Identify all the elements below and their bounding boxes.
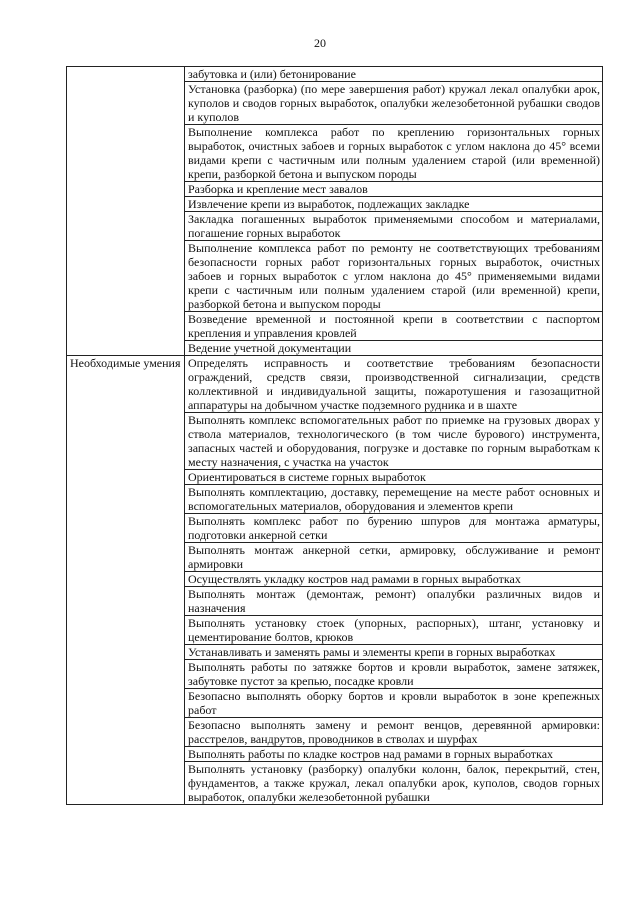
table-cell-text: Безопасно выполнять замену и ремонт венцов, деревянной армировки: расстрелов, вандрутов, проводников в стволах и шурфах xyxy=(185,718,603,747)
table-cell-text: Выполнение комплекса работ по ремонту не соответствующих требованиям безопасности горных работ горизонтальных горных выработок, очистных забоев и горных выработок с углом наклона до 45° применяемыми видами крепи с частичным или полным удалением старой (или временной) крепи, разборкой бетона и выпуском породы xyxy=(185,241,603,312)
table-cell-text: Установка (разборка) (по мере завершения работ) кружал лекал опалубки арок, куполов и сводов горных выработок, опалубки железобетонной рубашки сводов и куполов xyxy=(185,82,603,125)
table-cell-text: Закладка погашенных выработок применяемыми способом и материалами, погашение горных выработок xyxy=(185,212,603,241)
table-cell-text: Разборка и крепление мест завалов xyxy=(185,182,603,197)
table-cell-text: Ведение учетной документации xyxy=(185,341,603,356)
table-cell-text: Ориентироваться в системе горных выработок xyxy=(185,470,603,485)
table-cell-text: Извлечение крепи из выработок, подлежащих закладке xyxy=(185,197,603,212)
table-row xyxy=(67,67,603,82)
table-cell-text: Определять исправность и соответствие требованиям безопасности ограждений, средств связи, производственной сигнализации, средств коллективной и индивидуальной защиты, пожаротушения и газозащитной аппаратуры на добычном участке подземного рудника и в шахте xyxy=(185,356,603,413)
table-cell-text: Выполнять монтаж анкерной сетки, армировку, обслуживание и ремонт армировки xyxy=(185,543,603,572)
page-number: 20 xyxy=(314,36,326,50)
table-cell-text: Осуществлять укладку костров над рамами в горных выработках xyxy=(185,572,603,587)
table-row xyxy=(67,356,603,413)
section-label xyxy=(67,67,185,356)
table-cell-text: Выполнять комплекс вспомогательных работ по приемке на грузовых дворах у ствола материалов, технологического (в том числе бурового) инструмента, запасных частей и оборудования, погрузке и доставке по горным выработкам к месту назначения, с участка на участок xyxy=(185,413,603,470)
table-cell-text: Устанавливать и заменять рамы и элементы крепи в горных выработках xyxy=(185,645,603,660)
table-cell-text: забутовка и (или) бетонирование xyxy=(185,67,603,82)
table-cell-text: Безопасно выполнять оборку бортов и кровли выработок в зоне крепежных работ xyxy=(185,689,603,718)
table-cell-text: Выполнять работы по затяжке бортов и кровли выработок, замене затяжек, забутовке пустот за крепью, посадке кровли xyxy=(185,660,603,689)
table-cell-text: Выполнять установку (разборку) опалубки колонн, балок, перекрытий, стен, фундаментов, а также кружал, лекал опалубки арок, куполов, сводов горных выработок, опалубки железобетонной рубашки xyxy=(185,762,603,805)
table-cell-text: Выполнять монтаж (демонтаж, ремонт) опалубки различных видов и назначения xyxy=(185,587,603,616)
table-cell-text: Выполнять комплекс работ по бурению шпуров для монтажа арматуры, подготовки анкерной сетки xyxy=(185,514,603,543)
table-cell-text: Выполнять установку стоек (упорных, распорных), штанг, установку и цементирование болтов, крюков xyxy=(185,616,603,645)
table-cell-text: Выполнение комплекса работ по креплению горизонтальных горных выработок, очистных забоев и горных выработок с углом наклона до 45° всеми видами крепи с частичным или полным удалением старой (или временной) крепи, разборкой бетона и выпуском породы xyxy=(185,125,603,182)
table-cell-text: Возведение временной и постоянной крепи в соответствии с паспортом крепления и управления кровлей xyxy=(185,312,603,341)
table-cell-text: Выполнять работы по кладке костров над рамами в горных выработках xyxy=(185,747,603,762)
requirements-table xyxy=(66,66,603,805)
table-cell-text: Выполнять комплектацию, доставку, перемещение на месте работ основных и вспомогательных материалов, оборудования и элементов крепи xyxy=(185,485,603,514)
section-label: Необходимые умения xyxy=(67,356,185,805)
